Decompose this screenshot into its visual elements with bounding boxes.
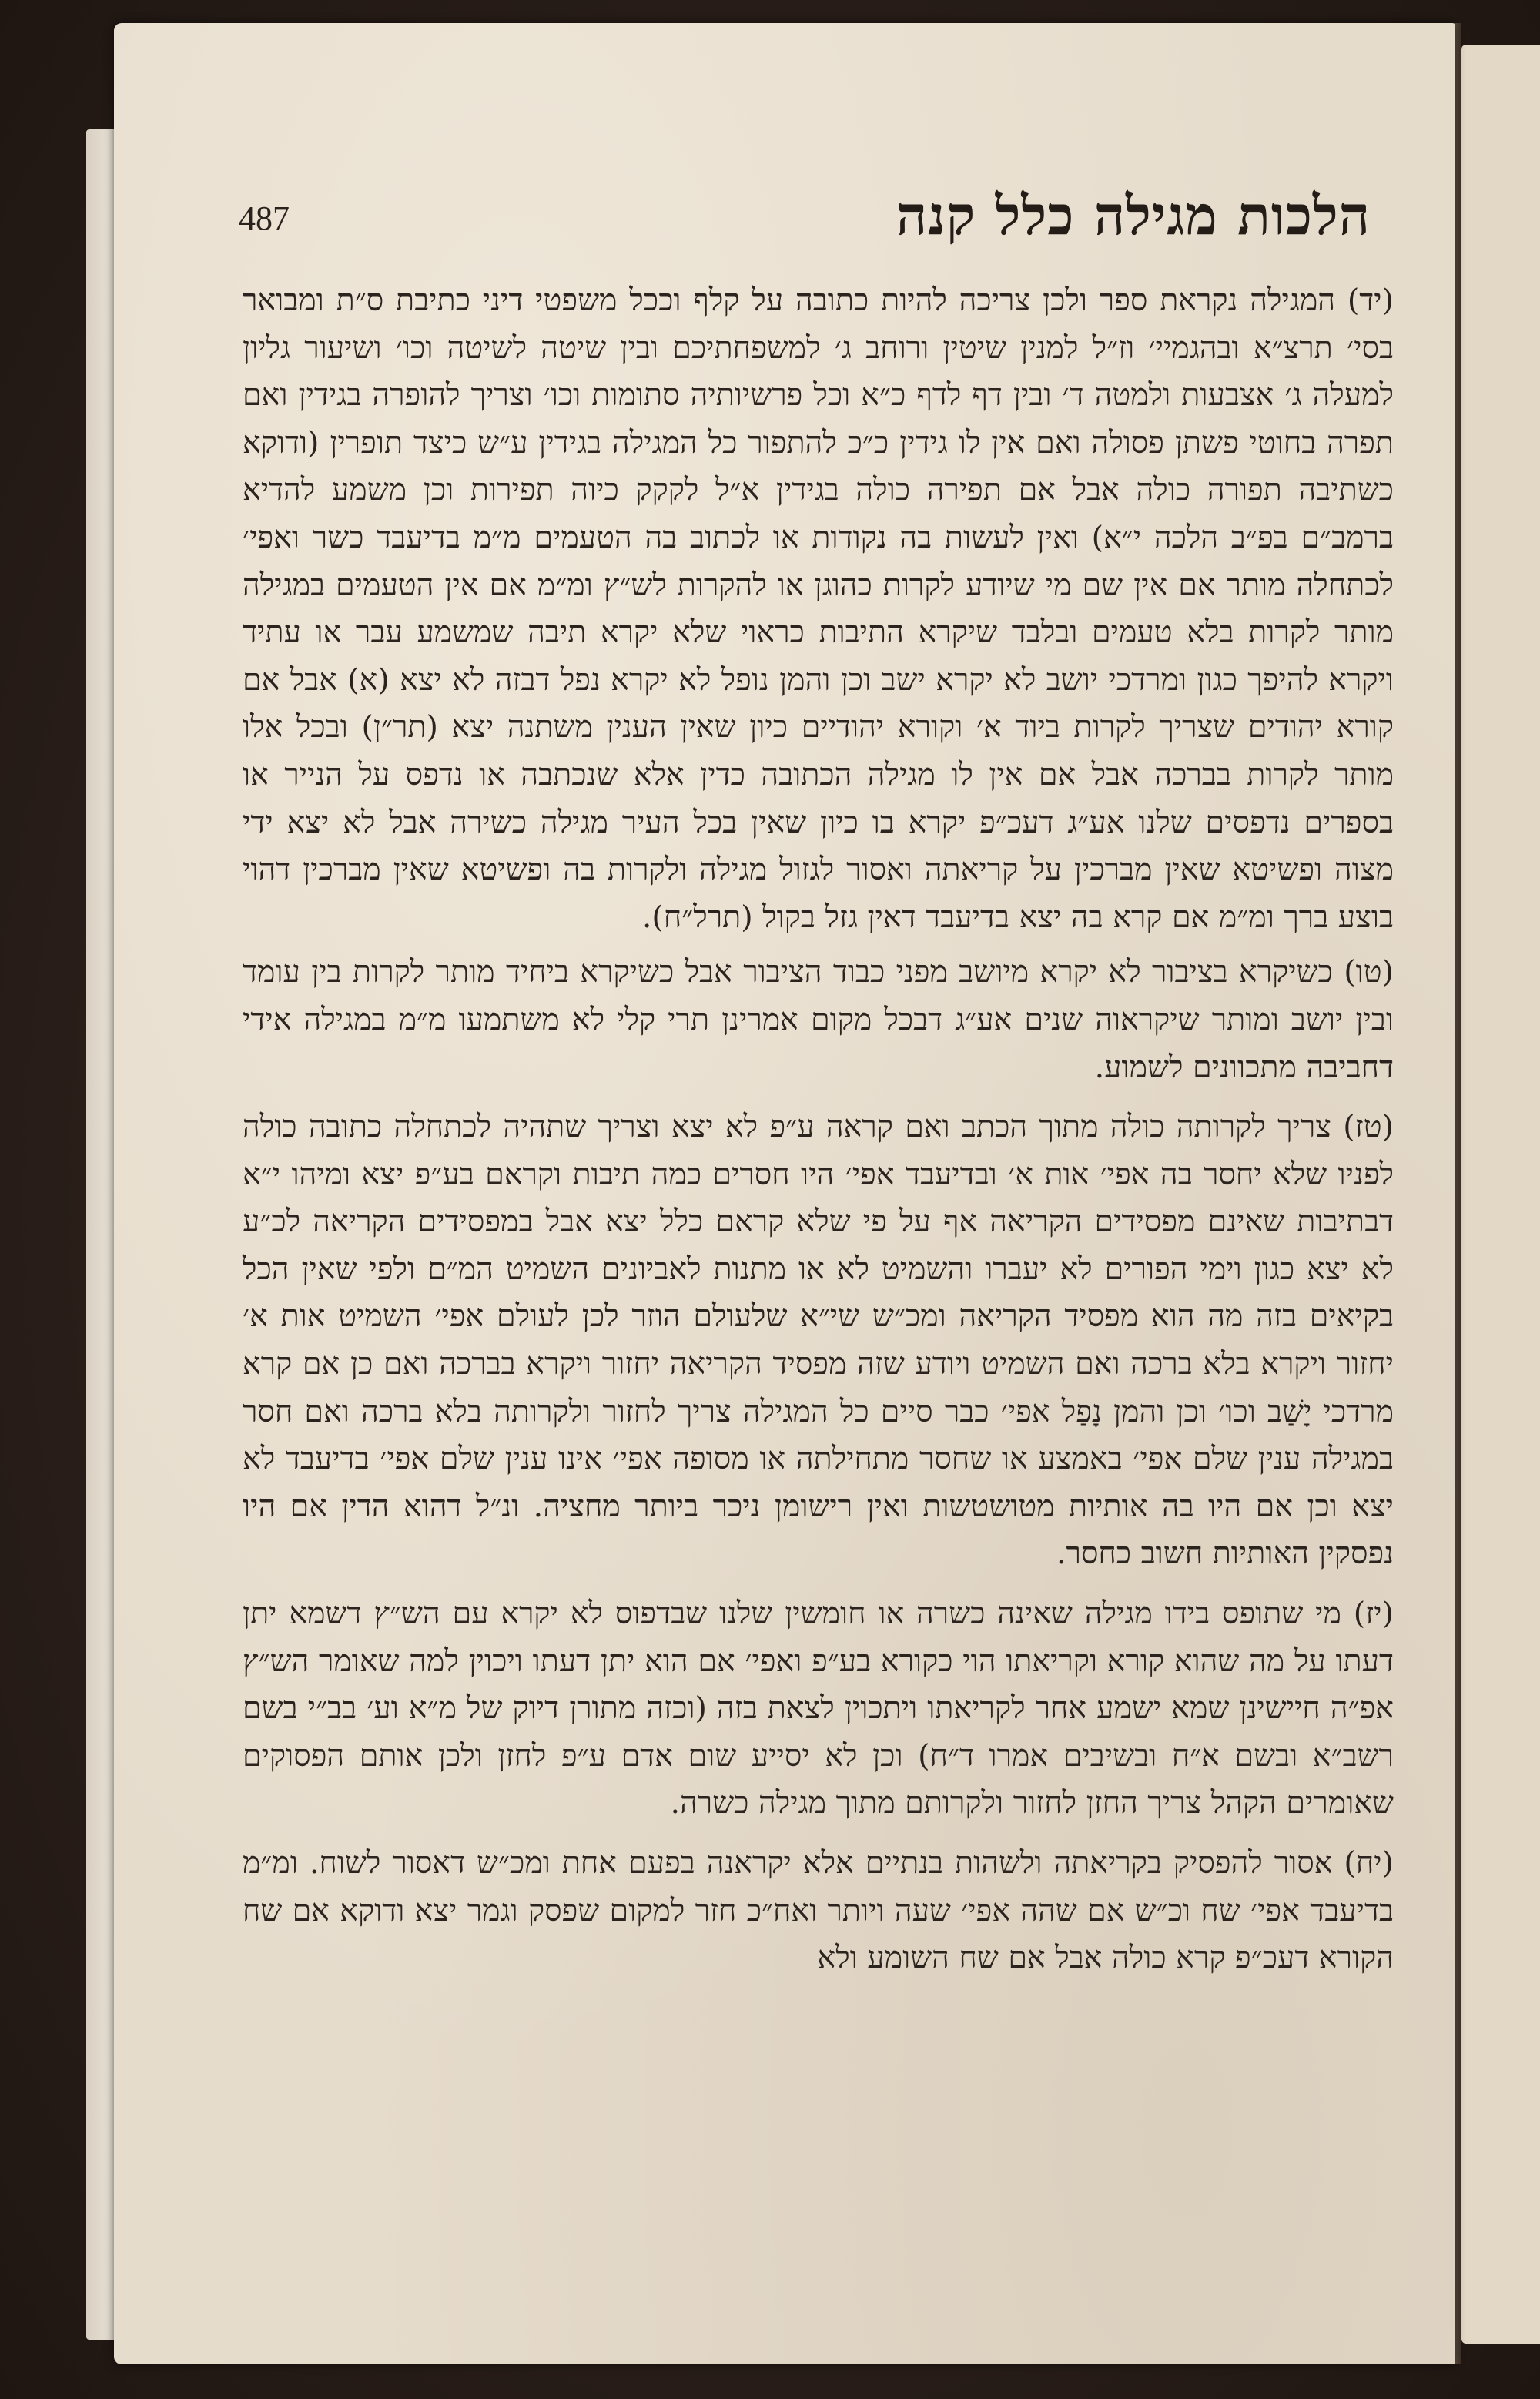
paragraph-yud-chet: (יח) אסור להפסיק בקריאתה ולשהות בנתיים אלא יקראנה בפעם אחת ומכ״ש דאסור לשוח. ומ״מ בדיעבד אפי׳ שח וכ״ש אם שהה אפי׳ שעה ויותר ואח״כ חזר למקום שפסק וגמר יצא ודוקא אם שח הקורא דעכ״פ קרא כולה אבל אם שח השומע ולא — [243, 1845, 1394, 1976]
paragraph-yud-daled: (יד) המגילה נקראת ספר ולכן צריכה להיות כתובה על קלף וככל משפטי דיני כתיבת ס״ת ומבואר בסי׳ תרצ״א ובהגמיי׳ וז״ל למנין שיטין ורוחב ג׳ למשפחתיכם ובין שיטה לשיטה וכו׳ ושיעור גליון למעלה ג׳ אצבעות ולמטה ד׳ ובין דף לדף כ״א וכל פרשיותיה סתומות וכו׳ וצריך להופרה בגידין ואם תפרה בחוטי פשתן פסולה ואם אין לו גידין כ״כ להתפור כל המגילה בגידין ע״ש כיצד תופרין (ודוקא כשתיבה תפורה כולה אבל אם תפירה כולה בגידין א״ל לקקק כיוה תפירות וכן משמע להדיא ברמב״ם בפ״ב הלכה י״א) ואין לעשות בה נקודות או לכתוב בה הטעמים מ״מ בדיעבד כשר ואפי׳ לכתחלה מותר אם אין שם מי שיודע לקרות כהוגן או להקרות לש״ץ ומ״מ אם אין הטעמים במגילה מותר לקרות בלא טעמים ובלבד שיקרא התיבות כראוי שלא יקרא תיבה שמשמע עבר או עתיד ויקרא להיפך כגון ומרדכי יושב לא יקרא ישב וכן והמן נופל לא יקרא נפל דבזה לא יצא (א) אבל אם קורא יהודים שצריך לקרות ביוד א׳ וקורא יהודיים כיון שאין הענין משתנה יצא (תר״ן) ובכל אלו מותר לקרות בברכה אבל אם אין לו מגילה הכתובה כדין אלא שנכתבה או נדפס על הנייר או בספרים נדפסים שלנו אע״ג דעכ״פ יקרא בו כיון שאין בכל העיר מגילה כשירה אבל לא יצא ידי מצוה ופשיטא שאין מברכין על קריאתה ואסור לגזול מגילה ולקרות בה ופשיטא שאין מברכין דהוי בוצע ברך ומ״מ אם קרא בה יצא בדיעבד דאין גזל בקול (תרל״ח). — [243, 283, 1394, 935]
paragraph-tet-vav: (טו) כשיקרא בציבור לא יקרא מיושב מפני כבוד הציבור אבל כשיקרא ביחיד מותר לקרות בין עומד ובין יושב ומותר שיקראוה שנים אע״ג דבכל מקום אמרינן תרי קלי לא משתמעו מ״מ במגילה אידי דחביבה מתכוונים לשמוע. — [243, 954, 1394, 1085]
page-number: 487 — [239, 199, 290, 237]
running-title: הלכות מגילה כלל קנה — [896, 183, 1371, 247]
facing-page-edge — [1461, 45, 1540, 2344]
paragraph-tet-zayin: (טז) צריך לקרותה כולה מתוך הכתב ואם קראה ע״פ לא יצא וצריך שתהיה לכתחלה כתובה כולה לפניו שלא יחסר בה אפי׳ אות א׳ ובדיעבד אפי׳ היו חסרים כמה תיבות וקראם בע״פ יצא ומיהו י״א דבתיבות שאינם מפסידים הקריאה אף על פי שלא קראם כלל יצא אבל במפסידים הקריאה לכ״ע לא יצא כגון וימי הפורים לא יעברו והשמיט לא או מתנות לאביונים השמיט המ״ם ולפי שאין הכל בקיאים בזה מה הוא מפסיד הקריאה ומכ״ש שי״א שלעולם הוזר לכן לעולם אפי׳ השמיט אות א׳ יחזור ויקרא בלא ברכה ואם השמיט ויודע שזה מפסיד הקריאה יחזור ויקרא בברכה ואם כן אם קרא מרדכי יָשַׁב וכו׳ וכן והמן נָפַל אפי׳ כבר סיים כל המגילה צריך לחזור ולקרותה בלא ברכה ואם חסר במגילה ענין שלם אפי׳ באמצע או שחסר מתחילתה או מסופה אפי׳ אינו ענין שלם אפי׳ בדיעבד לא יצא וכן אם היו בה אותיות מטושטשות ואין רישומן ניכר ביותר מחציה. ונ״ל דהוא הדין אם היו נפסקין האותיות חשוב כחסר. — [243, 1109, 1394, 1572]
page-body — [243, 277, 1394, 1982]
paragraph-yud-zayin: (יז) מי שתופס בידו מגילה שאינה כשרה או חומשין שלנו שבדפוס לא יקרא עם הש״ץ דשמא יתן דעתו על מה שהוא קורא וקריאתו הוי כקורא בע״פ ואפי׳ אם הוא יתן דעתו ויכוין למה שאומר הש״ץ אפ״ה חיישינן שמא ישמע אחר לקריאתו ויתכוין לצאת בזה (וכזה מתורן דיוק של מ״א וע׳ בב״י בשם רשב״א ובשם א״ח ובשיבים אמרו ד״ח) וכן לא יסייע שום אדם ע״פ לחזן ולכן אותם הפסוקים שאומרים הקהל צריך החזן לחזור ולקרותם מתוך מגילה כשרה. — [243, 1596, 1394, 1821]
page-header — [231, 183, 1371, 276]
